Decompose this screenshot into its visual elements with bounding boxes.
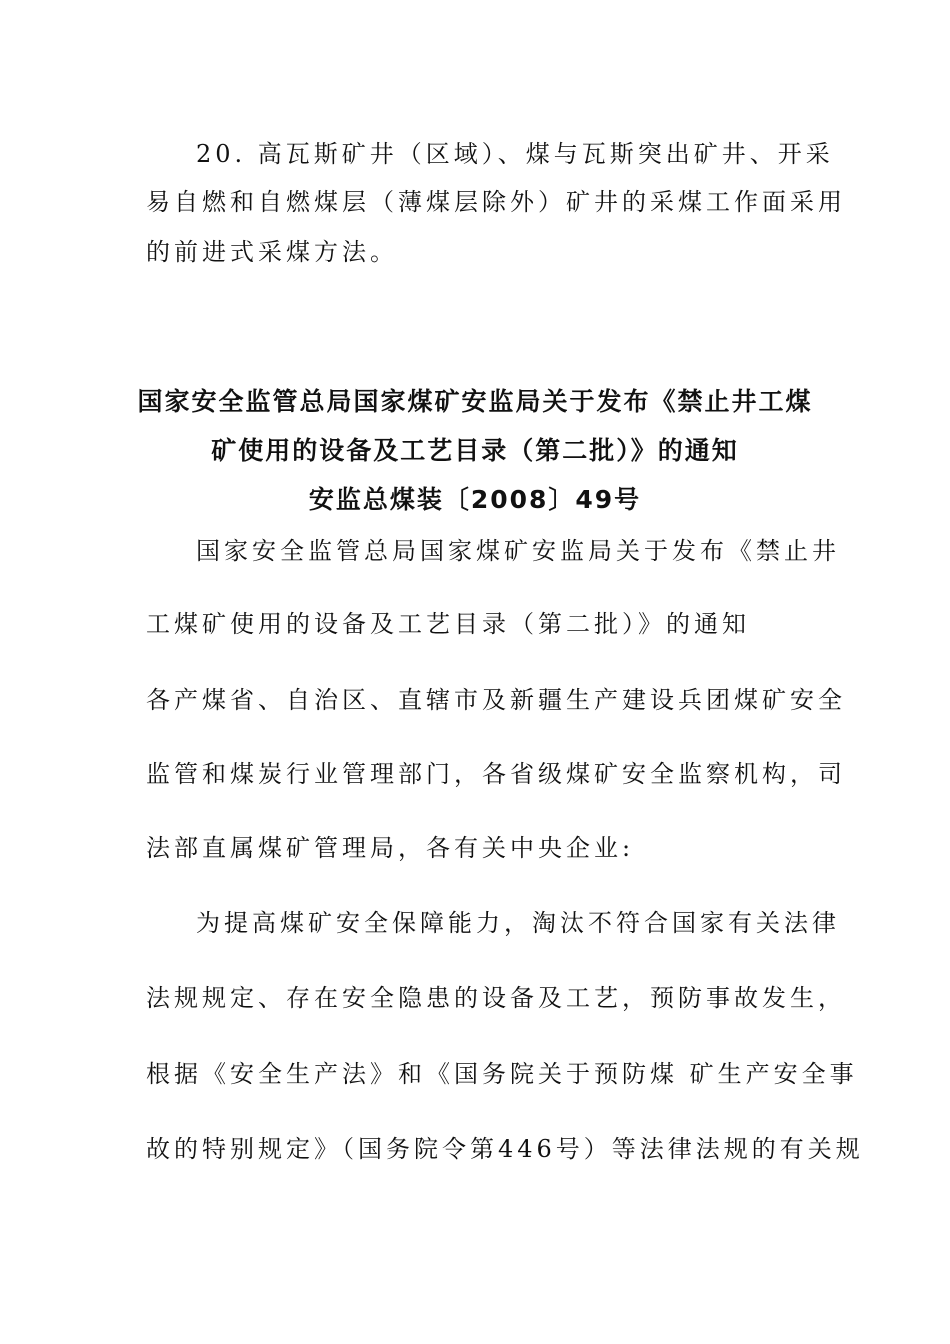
item-20-line-2: 易自燃和自燃煤层（薄煤层除外）矿井的采煤工作面采用 <box>146 188 846 216</box>
paragraph-line-4: 故的特别规定》（国务院令第446号）等法律法规的有关规 <box>146 1135 864 1163</box>
recipients-line-2: 监管和煤炭行业管理部门，各省级煤矿安全监察机构，司 <box>146 760 846 788</box>
recipients-line-1: 各产煤省、自治区、直辖市及新疆生产建设兵团煤矿安全 <box>146 686 846 714</box>
paragraph-line-1: 为提高煤矿安全保障能力，淘汰不符合国家有关法律 <box>196 909 840 937</box>
notice-title-line-2: 矿使用的设备及工艺目录（第二批）》的通知 <box>211 436 739 465</box>
paragraph-line-2: 法规规定、存在安全隐患的设备及工艺，预防事故发生， <box>146 984 846 1012</box>
paragraph-line-3: 根据《安全生产法》和《国务院关于预防煤 矿生产安全事 <box>146 1060 858 1088</box>
item-20-line-1: 20. 高瓦斯矿井（区域）、煤与瓦斯突出矿井、开采 <box>196 140 834 168</box>
item-20-line-3: 的前进式采煤方法。 <box>146 238 398 266</box>
document-number: 安监总煤装〔2008〕49号 <box>308 485 642 514</box>
recipients-line-3: 法部直属煤矿管理局，各有关中央企业: <box>146 834 635 862</box>
body-title-line-2: 工煤矿使用的设备及工艺目录（第二批）》的通知 <box>146 610 750 638</box>
notice-title-line-1: 国家安全监管总局国家煤矿安监局关于发布《禁止井工煤 <box>137 387 813 416</box>
body-title-line-1: 国家安全监管总局国家煤矿安监局关于发布《禁止井 <box>196 537 840 565</box>
